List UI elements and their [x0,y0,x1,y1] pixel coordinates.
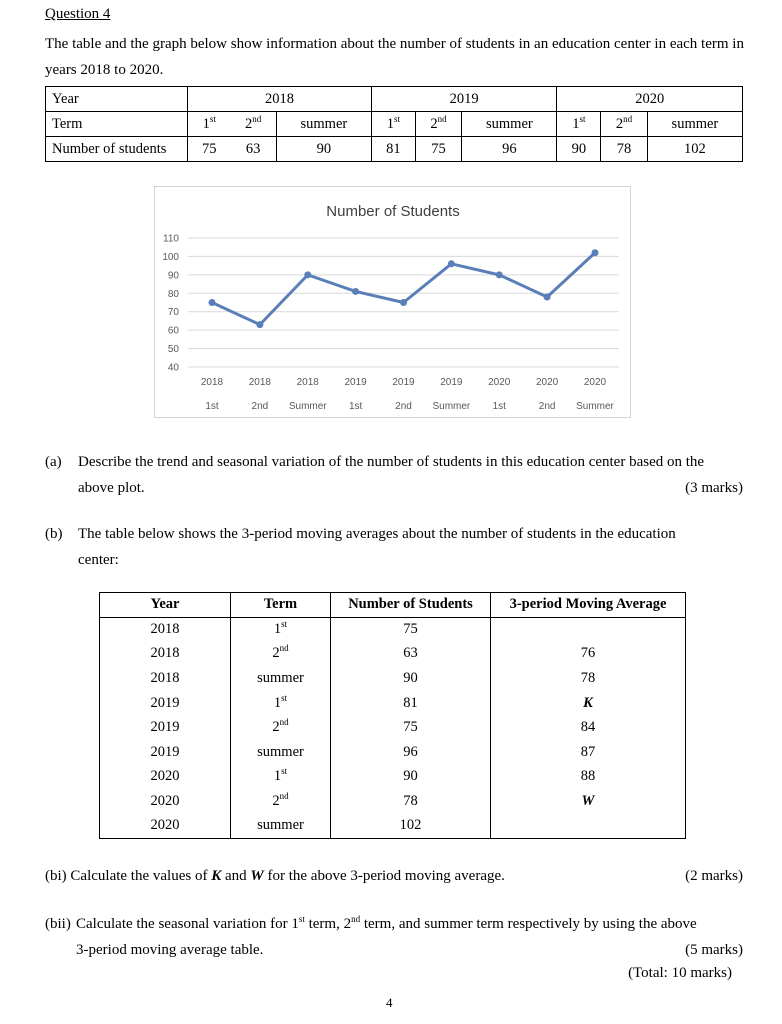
series-line [212,253,595,325]
students-cell: 75 [331,715,491,740]
students-cell: 81 [331,691,491,716]
table-row-students [46,137,743,162]
term-cell: summer [647,112,742,137]
part-bi-label: (bi) [45,868,67,884]
x-tick-year: 2019 [392,377,415,388]
data-point [304,271,311,278]
term-cell: 2nd [231,715,331,740]
term-cell: 2nd [601,112,648,137]
year-cell: 2018 [100,617,231,642]
term-cell: 2nd [415,112,462,137]
table-row [100,691,686,716]
row-label-term: Term [46,112,188,137]
year-cell: 2018 [100,666,231,691]
page-number: 4 [386,995,393,1010]
row-label-students: Number of students [46,137,188,162]
row-label-year: Year [46,87,188,112]
x-tick-year: 2019 [440,377,463,388]
table-row [100,617,686,642]
chart-canvas [155,187,632,419]
data-point [496,271,503,278]
x-tick-term: 1st [348,401,363,412]
moving-average-cell: 78 [491,666,686,691]
y-tick-label: 90 [167,270,179,282]
table-row [100,814,686,839]
x-tick-term: Summer [288,401,327,412]
term-cell: 2nd [231,112,277,137]
header-moving-average: 3-period Moving Average [491,593,686,618]
table-row-term [46,112,743,137]
students-cell: 102 [331,814,491,839]
part-a-line2: above plot. [78,480,145,496]
term-cell: 1st [188,112,231,137]
data-point [544,293,551,300]
table-row-year [46,87,743,112]
data-point [400,299,407,306]
header-year: Year [100,593,231,618]
question-intro: The table and the graph below show information about the number of students in an education center in each term in years 2018 to 2020. [45,36,744,78]
term-cell: summer [462,112,557,137]
part-bii-line1: Calculate the seasonal variation for 1st term, 2nd term, and summer term respectively by using the above [76,914,697,932]
student-cell: 75 [188,137,231,162]
part-bi-text-pre: Calculate the values of [70,868,212,884]
year-cell: 2019 [100,740,231,765]
question-title: Question 4 [45,6,111,22]
term-cell: 1st [231,691,331,716]
students-cell: 78 [331,789,491,814]
moving-average-table [99,592,686,839]
student-cell: 75 [415,137,462,162]
students-cell: 90 [331,765,491,790]
table-row [100,789,686,814]
x-tick-year: 2020 [488,377,511,388]
part-bii [45,911,743,981]
table-row [100,740,686,765]
year-cell-2018: 2018 [188,87,372,112]
student-cell: 90 [276,137,371,162]
y-tick-label: 100 [162,251,179,263]
students-cell: 90 [331,666,491,691]
part-bi [45,863,743,889]
term-cell: 1st [557,112,601,137]
student-count-table [45,86,743,162]
data-point [209,299,216,306]
year-cell: 2020 [100,765,231,790]
y-tick-label: 70 [167,307,179,319]
moving-average-cell: 84 [491,715,686,740]
moving-average-cell: W [491,789,686,814]
student-cell: 81 [371,137,415,162]
year-cell: 2019 [100,691,231,716]
year-cell: 2018 [100,642,231,667]
total-marks: (Total: 10 marks) [628,965,732,981]
x-tick-term: 1st [492,401,506,412]
students-cell: 63 [331,642,491,667]
x-tick-year: 2018 [296,377,319,388]
students-cell: 75 [331,617,491,642]
moving-average-cell: K [491,691,686,716]
part-bii-line2: 3-period moving average table. [76,942,264,958]
term-cell: summer [231,740,331,765]
term-cell: 1st [231,765,331,790]
x-tick-term: 2nd [251,401,269,412]
data-point [448,260,455,267]
table-row [100,642,686,667]
students-cell: 96 [331,740,491,765]
part-bi-text-post: for the above 3-period moving average. [263,868,505,884]
header-students: Number of Students [331,593,491,618]
moving-average-cell: 76 [491,642,686,667]
term-cell: summer [231,666,331,691]
term-cell: 2nd [231,642,331,667]
students-line-chart [154,186,631,418]
student-cell: 96 [462,137,557,162]
part-bii-marks: (5 marks) [685,942,743,958]
part-a-line1: Describe the trend and seasonal variation of the number of students in this education center based on the [78,454,705,470]
year-cell-2020: 2020 [557,87,743,112]
part-b-label: (b) [45,526,63,542]
part-a-label: (a) [45,454,62,470]
part-b [45,521,743,573]
y-tick-label: 50 [167,344,179,356]
data-point [256,321,263,328]
term-cell: summer [231,814,331,839]
year-cell: 2020 [100,814,231,839]
y-tick-label: 60 [167,325,179,337]
moving-average-cell: 87 [491,740,686,765]
year-cell-2019: 2019 [371,87,557,112]
term-cell: summer [276,112,371,137]
var-w: W [250,868,264,884]
student-cell: 63 [231,137,277,162]
part-b-line1: The table below shows the 3-period moving averages about the number of students in the education [78,526,676,542]
moving-average-cell [491,617,686,642]
student-cell: 102 [647,137,742,162]
var-k: K [211,868,222,884]
table-row [100,666,686,691]
x-tick-term: 1st [205,401,219,412]
moving-average-cell: 88 [491,765,686,790]
x-tick-term: Summer [432,401,471,412]
year-cell: 2020 [100,789,231,814]
y-tick-label: 40 [167,362,179,374]
part-bi-text-and: and [221,868,251,884]
data-point [352,288,359,295]
student-cell: 90 [557,137,601,162]
header-term: Term [231,593,331,618]
x-tick-term: 2nd [395,401,412,412]
term-cell: 1st [371,112,415,137]
term-cell: 1st [231,617,331,642]
x-tick-year: 2020 [536,377,559,388]
chart-title: Number of Students [326,203,460,220]
x-tick-year: 2018 [200,377,224,388]
x-tick-year: 2020 [583,377,607,388]
table-header-row [100,593,686,618]
data-point [592,249,599,256]
part-bii-label: (bii) [45,916,71,932]
moving-average-cell [491,814,686,839]
x-tick-term: 2nd [538,401,556,412]
year-cell: 2019 [100,715,231,740]
running-head [712,0,782,2]
part-bi-marks: (2 marks) [685,868,743,884]
student-cell: 78 [601,137,648,162]
y-tick-label: 80 [167,288,179,300]
x-tick-year: 2018 [248,377,271,388]
part-a-marks: (3 marks) [685,480,743,496]
x-tick-term: Summer [576,401,614,412]
x-tick-year: 2019 [344,377,367,388]
term-cell: 2nd [231,789,331,814]
part-b-line2: center: [78,552,119,568]
table-row [100,715,686,740]
part-a [45,449,743,501]
table-row [100,765,686,790]
y-tick-label: 110 [163,233,179,245]
